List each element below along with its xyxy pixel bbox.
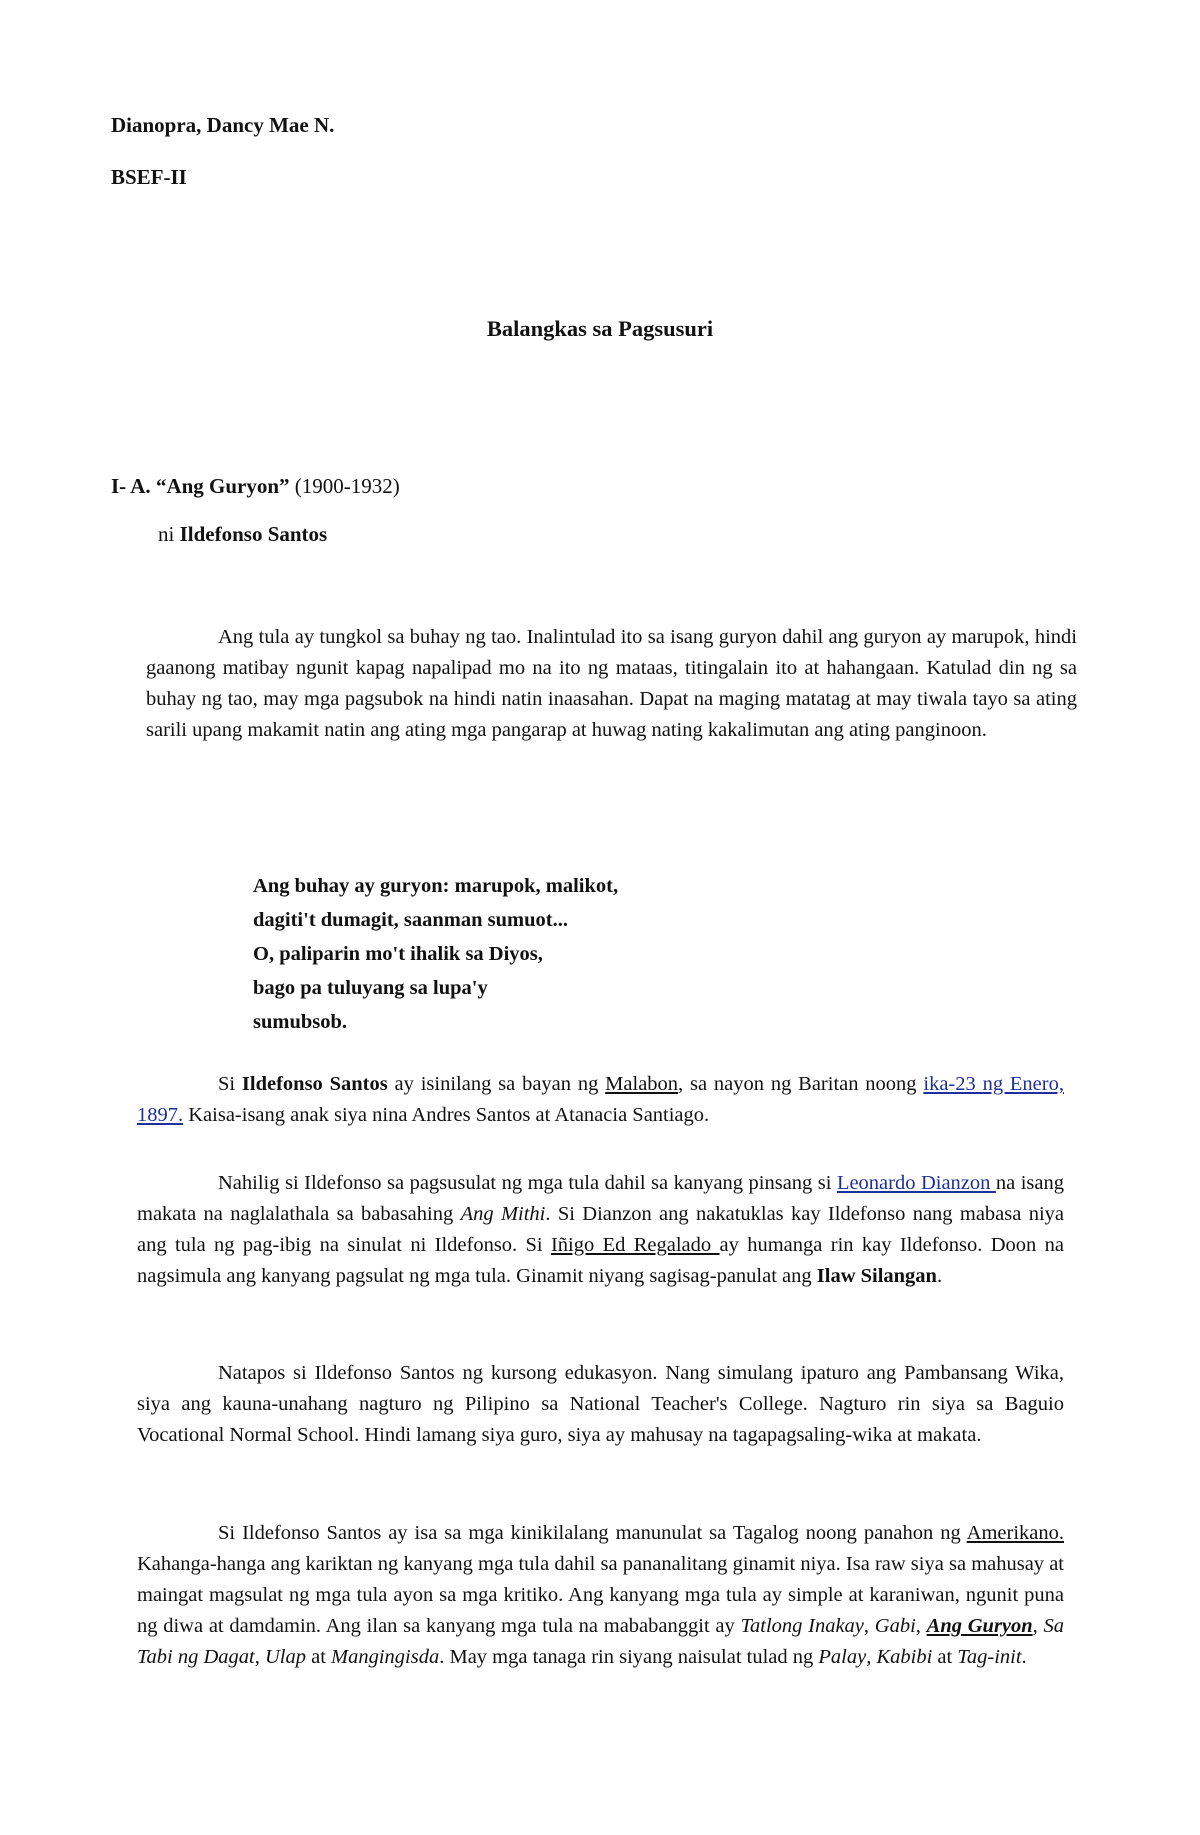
work-title-featured[interactable]: Ang Guryon <box>926 1615 1033 1637</box>
bio-paragraph-2: Nahilig si Ildefonso sa pagsusulat ng mga tula dahil sa kanyang pinsang si Leonardo Dianzon na isang makata na naglalathala sa babasahing Ang Mithi. Si Dianzon ang nakatuklas kay Ildefonso nang mabasa niya ang tula ng pag-ibig na sinulat ni Ildefonso. Si Iñigo Ed Regalado ay humanga rin kay Ildefonso. Doon na nagsimula ang kanyang pagsulat ng mga tula. Ginamit niyang sagisag-panulat ang Ilaw Silangan. <box>137 1172 1064 1287</box>
pen-name: Ilaw Silangan <box>816 1265 937 1287</box>
byline-prefix: ni <box>158 522 175 546</box>
poem-line: sumubsob. <box>253 1011 348 1033</box>
author-name: Dianopra, Dancy Mae N. <box>111 113 335 137</box>
poem-title: “Ang Guryon” <box>155 474 290 498</box>
magazine-title: Ang Mithi <box>460 1203 546 1225</box>
tanaga-title: Palay <box>818 1646 867 1668</box>
bio-paragraph-3: Natapos si Ildefonso Santos ng kursong edukasyon. Nang simulang ipaturo ang Pambansang Wika, siya ang kauna-unahang nagturo ng Pilipino sa National Teacher's College. Nagturo rin siya sa Baguio Vocational Normal School. Hindi lamang siya guro, siya ay mahusay na tagapagsaling-wika at makata. <box>137 1362 1064 1446</box>
poem-line: bago pa tuluyang sa lupa'y <box>253 977 488 999</box>
poem-author: Ildefonso Santos <box>179 522 328 546</box>
poem-line: dagiti't dumagit, saanman sumuot... <box>253 909 568 931</box>
summary-paragraph: Ang tula ay tungkol sa buhay ng tao. Inalintulad ito sa isang guryon dahil ang guryon ay marupok, hindi gaanong matibay ngunit kapag napalipad mo na ito ng mataas, titingalain ito at hahangaan. Katulad din ng sa buhay ng tao, may mga pagsubok na hindi natin inaasahan. Dapat na maging matatag at may tiwala tayo sa ating sarili upang makamit natin ang ating mga pangarap at huwag nating kakalimutan ang ating panginoon. <box>146 626 1077 741</box>
regalado-link[interactable]: Iñigo Ed Regalado <box>550 1234 720 1256</box>
poem-excerpt <box>253 869 618 1039</box>
malabon-link[interactable]: Malabon <box>605 1073 679 1095</box>
poem-byline <box>158 522 327 547</box>
bio-paragraph-4: Si Ildefonso Santos ay isa sa mga kinikilalang manunulat sa Tagalog noong panahon ng Amerikano. Kahanga-hanga ang kariktan ng kanyang mga tula dahil sa pananalitang ginamit niya. Isa raw siya sa mahusay at maingat magsulat ng mga tula ayon sa mga kritiko. Ang kanyang mga tula ay simple at karaniwan, ngunit puna ng diwa at damdamin. Ang ilan sa kanyang mga tula na mababanggit ay Tatlong Inakay, Gabi, Ang Guryon, Sa Tabi ng Dagat, Ulap at Mangingisda. May mga tanaga rin siyang naisulat tulad ng Palay, Kabibi at Tag-init. <box>137 1522 1065 1668</box>
tanaga-title: Kabibi <box>876 1646 933 1668</box>
work-title: Ulap <box>264 1646 306 1668</box>
section-heading <box>111 474 400 499</box>
course-label: BSEF-II <box>111 165 187 189</box>
document-title: Balangkas sa Pagsusuri <box>486 316 714 341</box>
poem-line: O, paliparin mo't ihalik sa Diyos, <box>253 943 543 965</box>
amerikano-link[interactable]: Amerikano. <box>966 1522 1064 1544</box>
tanaga-title: Tag-init <box>957 1646 1022 1668</box>
leonardo-dianzon-link[interactable]: Leonardo Dianzon <box>836 1172 996 1194</box>
work-title: Sa Tabi ng Dagat <box>137 1615 1065 1668</box>
birthyear-link[interactable]: 1897. <box>137 1104 184 1126</box>
poem-years: (1900-1932) <box>294 474 400 498</box>
section-number: I- A. <box>111 474 151 498</box>
work-title: Tatlong Inakay <box>740 1615 864 1637</box>
birthdate-link[interactable]: ika-23 ng Enero, <box>923 1073 1064 1095</box>
author-name-bold: Ildefonso Santos <box>241 1073 388 1095</box>
work-title: Mangingisda <box>331 1646 440 1668</box>
work-title: Gabi <box>874 1615 916 1637</box>
bio-paragraph-1: Si Ildefonso Santos ay isinilang sa bayan ng Malabon, sa nayon ng Baritan noong ika-23 ng Enero, 1897. Kaisa-isang anak siya nina Andres Santos at Atanacia Santiago. <box>137 1073 1064 1126</box>
poem-line: Ang buhay ay guryon: marupok, malikot, <box>253 875 619 897</box>
